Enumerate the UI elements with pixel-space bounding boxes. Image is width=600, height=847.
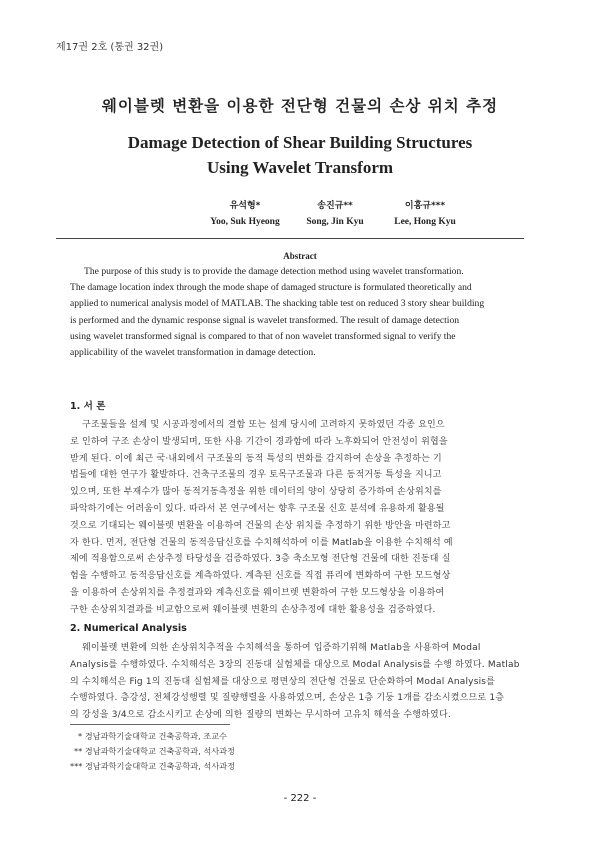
abstract-line: is performed and the dynamic response signal is wavelet transformed. The result of damage detection [70,314,460,326]
author-name-en: Lee, Hong Kyu [394,217,456,227]
page-number: - 222 - [283,793,317,804]
body-line: 웨이블렛 변환에 의한 손상위치추적을 수치해석을 통하여 입증하기위해 Matlab을 사용하여 Modal [82,643,481,653]
footnote: ** 경남과학기술대학교 건축공학과, 석사과정 [74,746,235,756]
body-line: 의 수치해석은 Fig 1의 진동대 실험체를 대상으로 평면상의 전단형 건물로 단순화하여 Modal Analysis를 [70,676,496,687]
section-1-heading: 1. 서 론 [70,401,106,412]
body-line: 파악하기에는 어려움이 있다. 따라서 본 연구에서는 향후 구조물 신호 분석에 유용하게 활용될 [70,503,445,514]
body-line: 구한 손상위치결과를 비교함으로써 웨이블렛 변환의 손상추정에 대한 활용성을 검증하였다. [70,604,436,615]
footnote: * 경남과학기술대학교 건축공학과, 조교수 [78,731,227,741]
author-name-en: Yoo, Suk Hyeong [210,217,280,227]
title-divider [56,238,524,239]
english-title-line-2: Using Wavelet Transform [206,158,394,177]
issue-header: 제17권 2호 (통권 32권) [56,42,164,53]
abstract-line: applicability of the wavelet transformation in damage detection. [70,347,316,359]
author-name-ko: 송진규** [317,201,353,211]
body-line: 있으며, 또한 부재수가 많아 동적거동측정을 위한 데이터의 양이 상당히 증가하여 손상위치를 [70,487,442,498]
author-name-en: Song, Jin Kyu [306,217,364,227]
abstract-heading: Abstract [283,251,317,261]
body-line: 의 강성을 3/4으로 감소시키고 손상에 의한 질량의 변화는 무시하여 고유치 해석을 수행하였다. [70,710,451,721]
section-2-body [70,640,530,724]
footnote: *** 경남과학기술대학교 건축공학과, 석사과정 [70,761,236,771]
footnotes [70,729,235,774]
body-line: 법들에 대한 연구가 활발하다. 건축구조물의 경우 토목구조물과 다른 동적거동 특성을 지니고 [70,470,442,481]
english-title-line-1: Damage Detection of Shear Building Structures [127,133,473,152]
abstract-line: applied to numerical analysis model of MATLAB. The shacking table test on reduced 3 story shear building [70,298,485,310]
english-title [0,130,600,180]
section-2-heading: 2. Numerical Analysis [70,623,187,634]
abstract-body [70,264,530,361]
body-line: 제에 적용함으로써 손상추정 타당성을 검증하였다. 3층 축소모형 전단형 건물에 대한 진동대 실 [70,554,451,565]
section-1-body [70,417,530,619]
body-line: 을 이용하여 손상위치를 추정결과와 계측신호를 웨이브렛 변환하여 구한 모드형상을 이용하여 [70,587,445,598]
body-line: 구조물들을 설계 및 시공과정에서의 결함 또는 설계 당시에 고려하지 못하였던 각종 요인으 [82,420,445,430]
body-line: 수행하였다. 층강성, 전체강성행렬 및 질량행렬을 사용하였으며, 손상은 1층 기둥 1개를 감소시켰으므로 1층 [70,693,505,704]
abstract-line: The damage location index through the mode shape of damaged structure is formulated theoretically and [70,282,472,294]
body-line: 험을 수행하고 동적응답신호를 계측하였다. 계측된 신호를 직접 퓨리에 변화하여 구한 모드형상 [70,571,451,582]
body-line: 받게 된다. 이에 최근 국·내외에서 구조물의 동적 특성의 변화를 감지하여 손상을 추정하는 기 [70,453,442,464]
body-line: 자 한다. 먼저, 전단형 건물의 동적응답신호를 수치해석하여 이를 Matlab을 이용한 수치해석 예 [70,537,453,548]
author-name-ko: 유석형* [229,201,261,211]
body-line: 로 인하여 구조 손상이 발생되며, 또한 사용 기간이 경과함에 따라 노후화되어 안전성이 위협을 [70,436,448,447]
korean-title: 웨이블렛 변환을 이용한 전단형 건물의 손상 위치 추정 [101,97,499,115]
author-name-ko: 이홍규*** [404,201,446,211]
author-3 [345,198,505,230]
footnote-divider [70,724,230,725]
abstract-line: The purpose of this study is to provide the damage detection method using wavelet transformation. [84,266,464,277]
body-line: 것으로 기대되는 웨이블렛 변환을 이용하여 건물의 손상 위치를 추정하기 위한 방안을 마련하고 [70,520,451,531]
abstract-line: using wavelet transformed signal is compared to that of non wavelet transformed signal to verify the [70,330,456,342]
body-line: Analysis를 수행하였다. 수치해석은 3장의 진동대 실험체를 대상으로 Modal Analysis를 수행 하였다. Matlab [70,659,520,670]
